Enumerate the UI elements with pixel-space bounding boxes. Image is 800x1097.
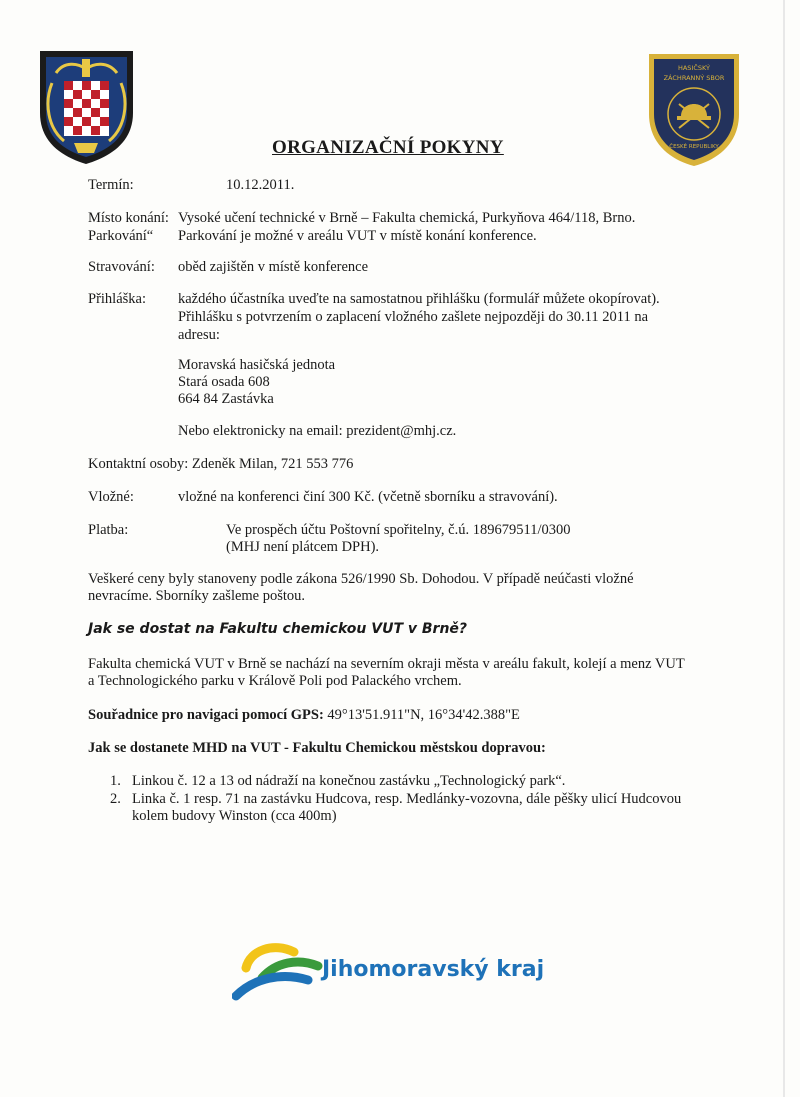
email-line: Nebo elektronicky na email: prezident@mhj.cz. bbox=[178, 423, 457, 439]
mhd-item-1-text: Linkou č. 12 a 13 od nádraží na konečnou zastávku „Technologický park“. bbox=[132, 773, 566, 789]
badge-arc-bottom: ČESKÉ REPUBLIKY bbox=[669, 144, 719, 150]
platba-line2: (MHJ není plátcem DPH). bbox=[226, 539, 380, 555]
fakulta-line1: Fakulta chemická VUT v Brně se nachází na severním okraji města v areálu fakult, kolejí a menz VUT bbox=[88, 656, 685, 672]
stravovani-label: Stravování: bbox=[88, 259, 155, 275]
badge-arc-top: ZÁCHRANNÝ SBOR bbox=[663, 74, 725, 82]
fakulta-line2: a Technologického parku v Králově Poli pod Palackého vrchem. bbox=[88, 673, 462, 689]
prihlaska-line2: Přihlášku s potvrzením o zaplacení vložného zašlete nejpozději do 30.11 2011 na bbox=[178, 309, 649, 325]
address-line-2: Stará osada 608 bbox=[178, 374, 270, 390]
badge-top-text: HASIČSKÝ bbox=[677, 64, 711, 72]
stravovani-value: oběd zajištěn v místě konference bbox=[178, 259, 369, 275]
prihlaska-line3: adresu: bbox=[178, 327, 220, 343]
prihlaska-label: Přihláška: bbox=[88, 291, 146, 307]
mhd-item-2-text: Linka č. 1 resp. 71 na zastávku Hudcova, resp. Medlánky-vozovna, dále pěšky ulicí Hudcovou bbox=[132, 791, 682, 807]
mhd-item-1-number: 1. bbox=[110, 773, 121, 789]
platba-line1: Ve prospěch účtu Poštovní spořitelny, č.ú. 189679511/0300 bbox=[226, 522, 571, 538]
mhd-item-2-text-line2: kolem budovy Winston (cca 400m) bbox=[132, 808, 337, 824]
fire-brigade-coat-of-arms bbox=[34, 43, 139, 165]
logo-text: Jihomoravský kraj bbox=[322, 957, 545, 982]
parkovani-label: Parkování“ bbox=[88, 228, 154, 244]
prihlaska-line1: každého účastníka uveďte na samostatnou přihlášku (formulář můžete okopírovat). bbox=[178, 291, 660, 307]
parkovani-value: Parkování je možné v areálu VUT v místě konání konference. bbox=[178, 228, 537, 244]
scan-edge bbox=[783, 0, 785, 1097]
kontakt-line: Kontaktní osoby: Zdeněk Milan, 721 553 776 bbox=[88, 456, 354, 472]
page-title: ORGANIZAČNÍ POKYNY bbox=[272, 137, 504, 158]
misto-label: Místo konání: bbox=[88, 210, 169, 226]
heading-mhd: Jak se dostanete MHD na VUT - Fakultu Chemickou městskou dopravou: bbox=[88, 740, 546, 756]
gps-value: 49°13'51.911"N, 16°34'42.388"E bbox=[323, 707, 520, 723]
ceny-line1: Veškeré ceny byly stanoveny podle zákona 526/1990 Sb. Dohodou. V případě neúčasti vložné bbox=[88, 571, 634, 587]
vlozne-label: Vložné: bbox=[88, 489, 134, 505]
hzs-cr-badge bbox=[645, 44, 743, 168]
heading-fakulta: Jak se dostat na Fakultu chemickou VUT v Brně? bbox=[88, 621, 468, 637]
address-line-3: 664 84 Zastávka bbox=[178, 391, 274, 407]
gps-label: Souřadnice pro navigaci pomocí GPS: bbox=[88, 707, 324, 723]
termin-value: 10.12.2011. bbox=[226, 177, 295, 193]
termin-label: Termín: bbox=[88, 177, 134, 193]
misto-value: Vysoké učení technické v Brně – Fakulta chemická, Purkyňova 464/118, Brno. bbox=[178, 210, 636, 226]
mhd-item-2-number: 2. bbox=[110, 791, 121, 807]
address-line-1: Moravská hasičská jednota bbox=[178, 357, 336, 373]
ceny-line2: nevracíme. Sborníky zašleme poštou. bbox=[88, 588, 306, 604]
gps-line bbox=[88, 707, 520, 724]
vlozne-value: vložné na konferenci činí 300 Kč. (včetně sborníku a stravování). bbox=[178, 489, 558, 505]
platba-label: Platba: bbox=[88, 522, 129, 538]
